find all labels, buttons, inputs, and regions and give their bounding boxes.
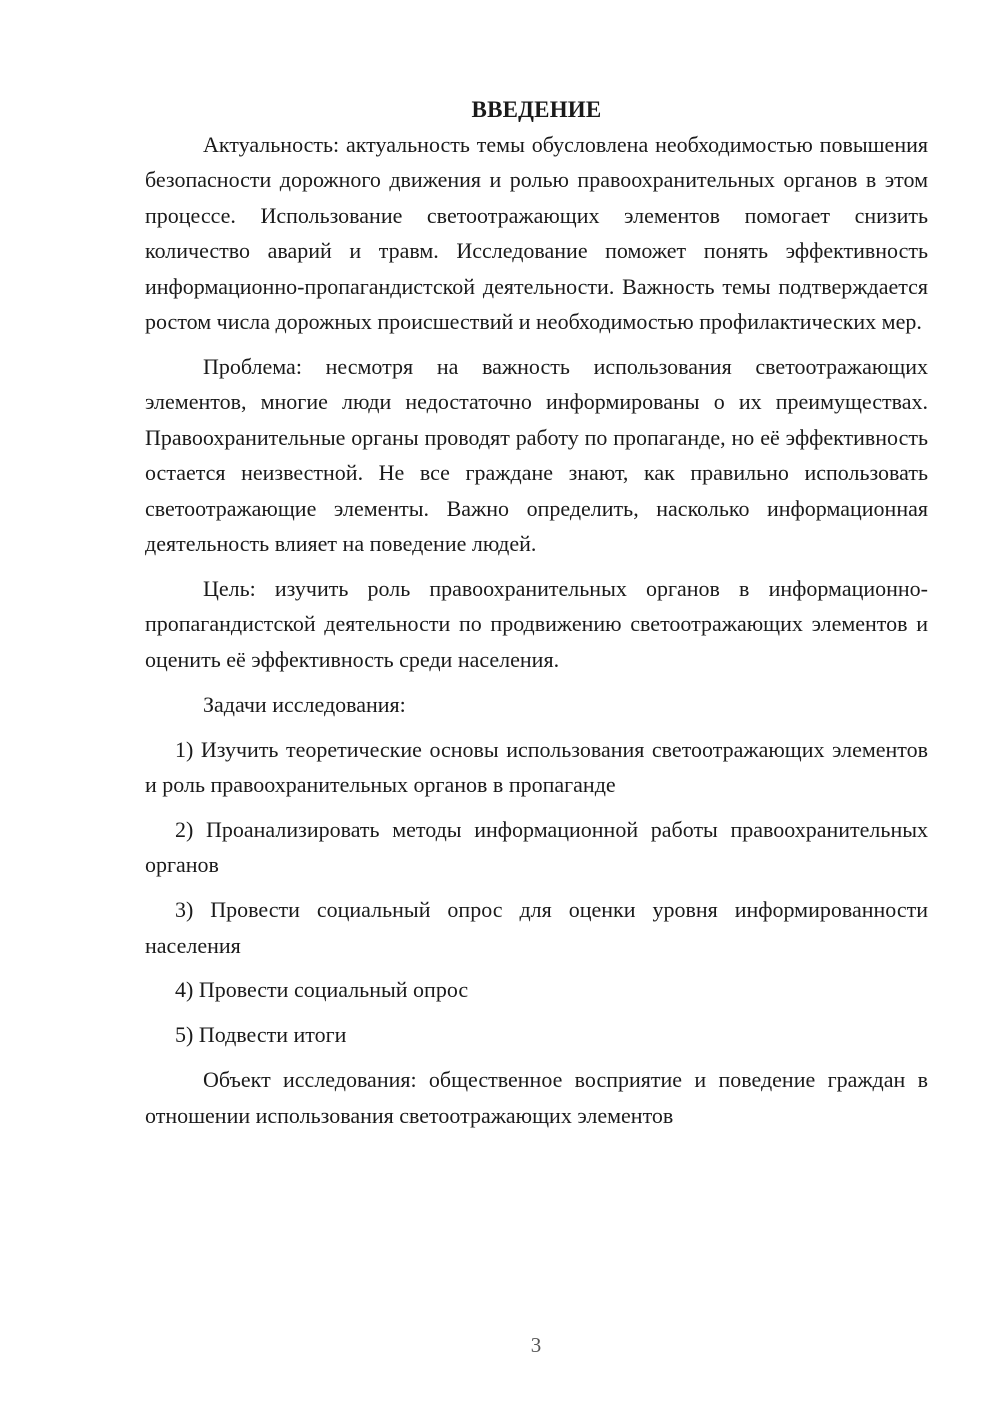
task-item: 1) Изучить теоретические основы использования светоотражающих элементов и роль правоохранительных органов в пропаганде <box>145 736 928 797</box>
section-title: ВВЕДЕНИЕ <box>471 97 602 122</box>
task-item: 5) Подвести итоги <box>175 1022 347 1048</box>
tasks-heading: Задачи исследования: <box>203 691 406 717</box>
task-item: 4) Провести социальный опрос <box>175 977 469 1003</box>
page-number: 3 <box>530 1333 542 1357</box>
task-item: 3) Провести социальный опрос для оценки уровня информированности населения <box>145 897 928 958</box>
paragraph-goal: Цель: изучить роль правоохранительных органов в информационно-пропагандистской деятельности по продвижению светоотражающих элементов и оценить её эффективность среди населения. <box>145 575 928 672</box>
paragraph-relevance: Актуальность: актуальность темы обусловлена необходимостью повышения безопасности дорожного движения и ролью правоохранительных органов в этом процессе. Использование светоотражающих элементов помогает снизить количество аварий и травм. Исследование поможет понять эффективность информационно-пропагандистской деятельности. Важность темы подтверждается ростом числа дорожных происшествий и необходимостью профилактических мер. <box>145 132 928 335</box>
paragraph-problem: Проблема: несмотря на важность использования светоотражающих элементов, многие люди недостаточно информированы о их преимуществах. Правоохранительные органы проводят работу по пропаганде, но её эффективность остается неизвестной. Не все граждане знают, как правильно использовать светоотражающие элементы. Важно определить, насколько информационная деятельность влияет на поведение людей. <box>145 353 928 556</box>
task-item: 2) Проанализировать методы информационной работы правоохранительных органов <box>145 816 928 878</box>
document-page <box>145 92 928 1143</box>
paragraph-object: Объект исследования: общественное восприятие и поведение граждан в отношении использования светоотражающих элементов <box>145 1067 928 1128</box>
